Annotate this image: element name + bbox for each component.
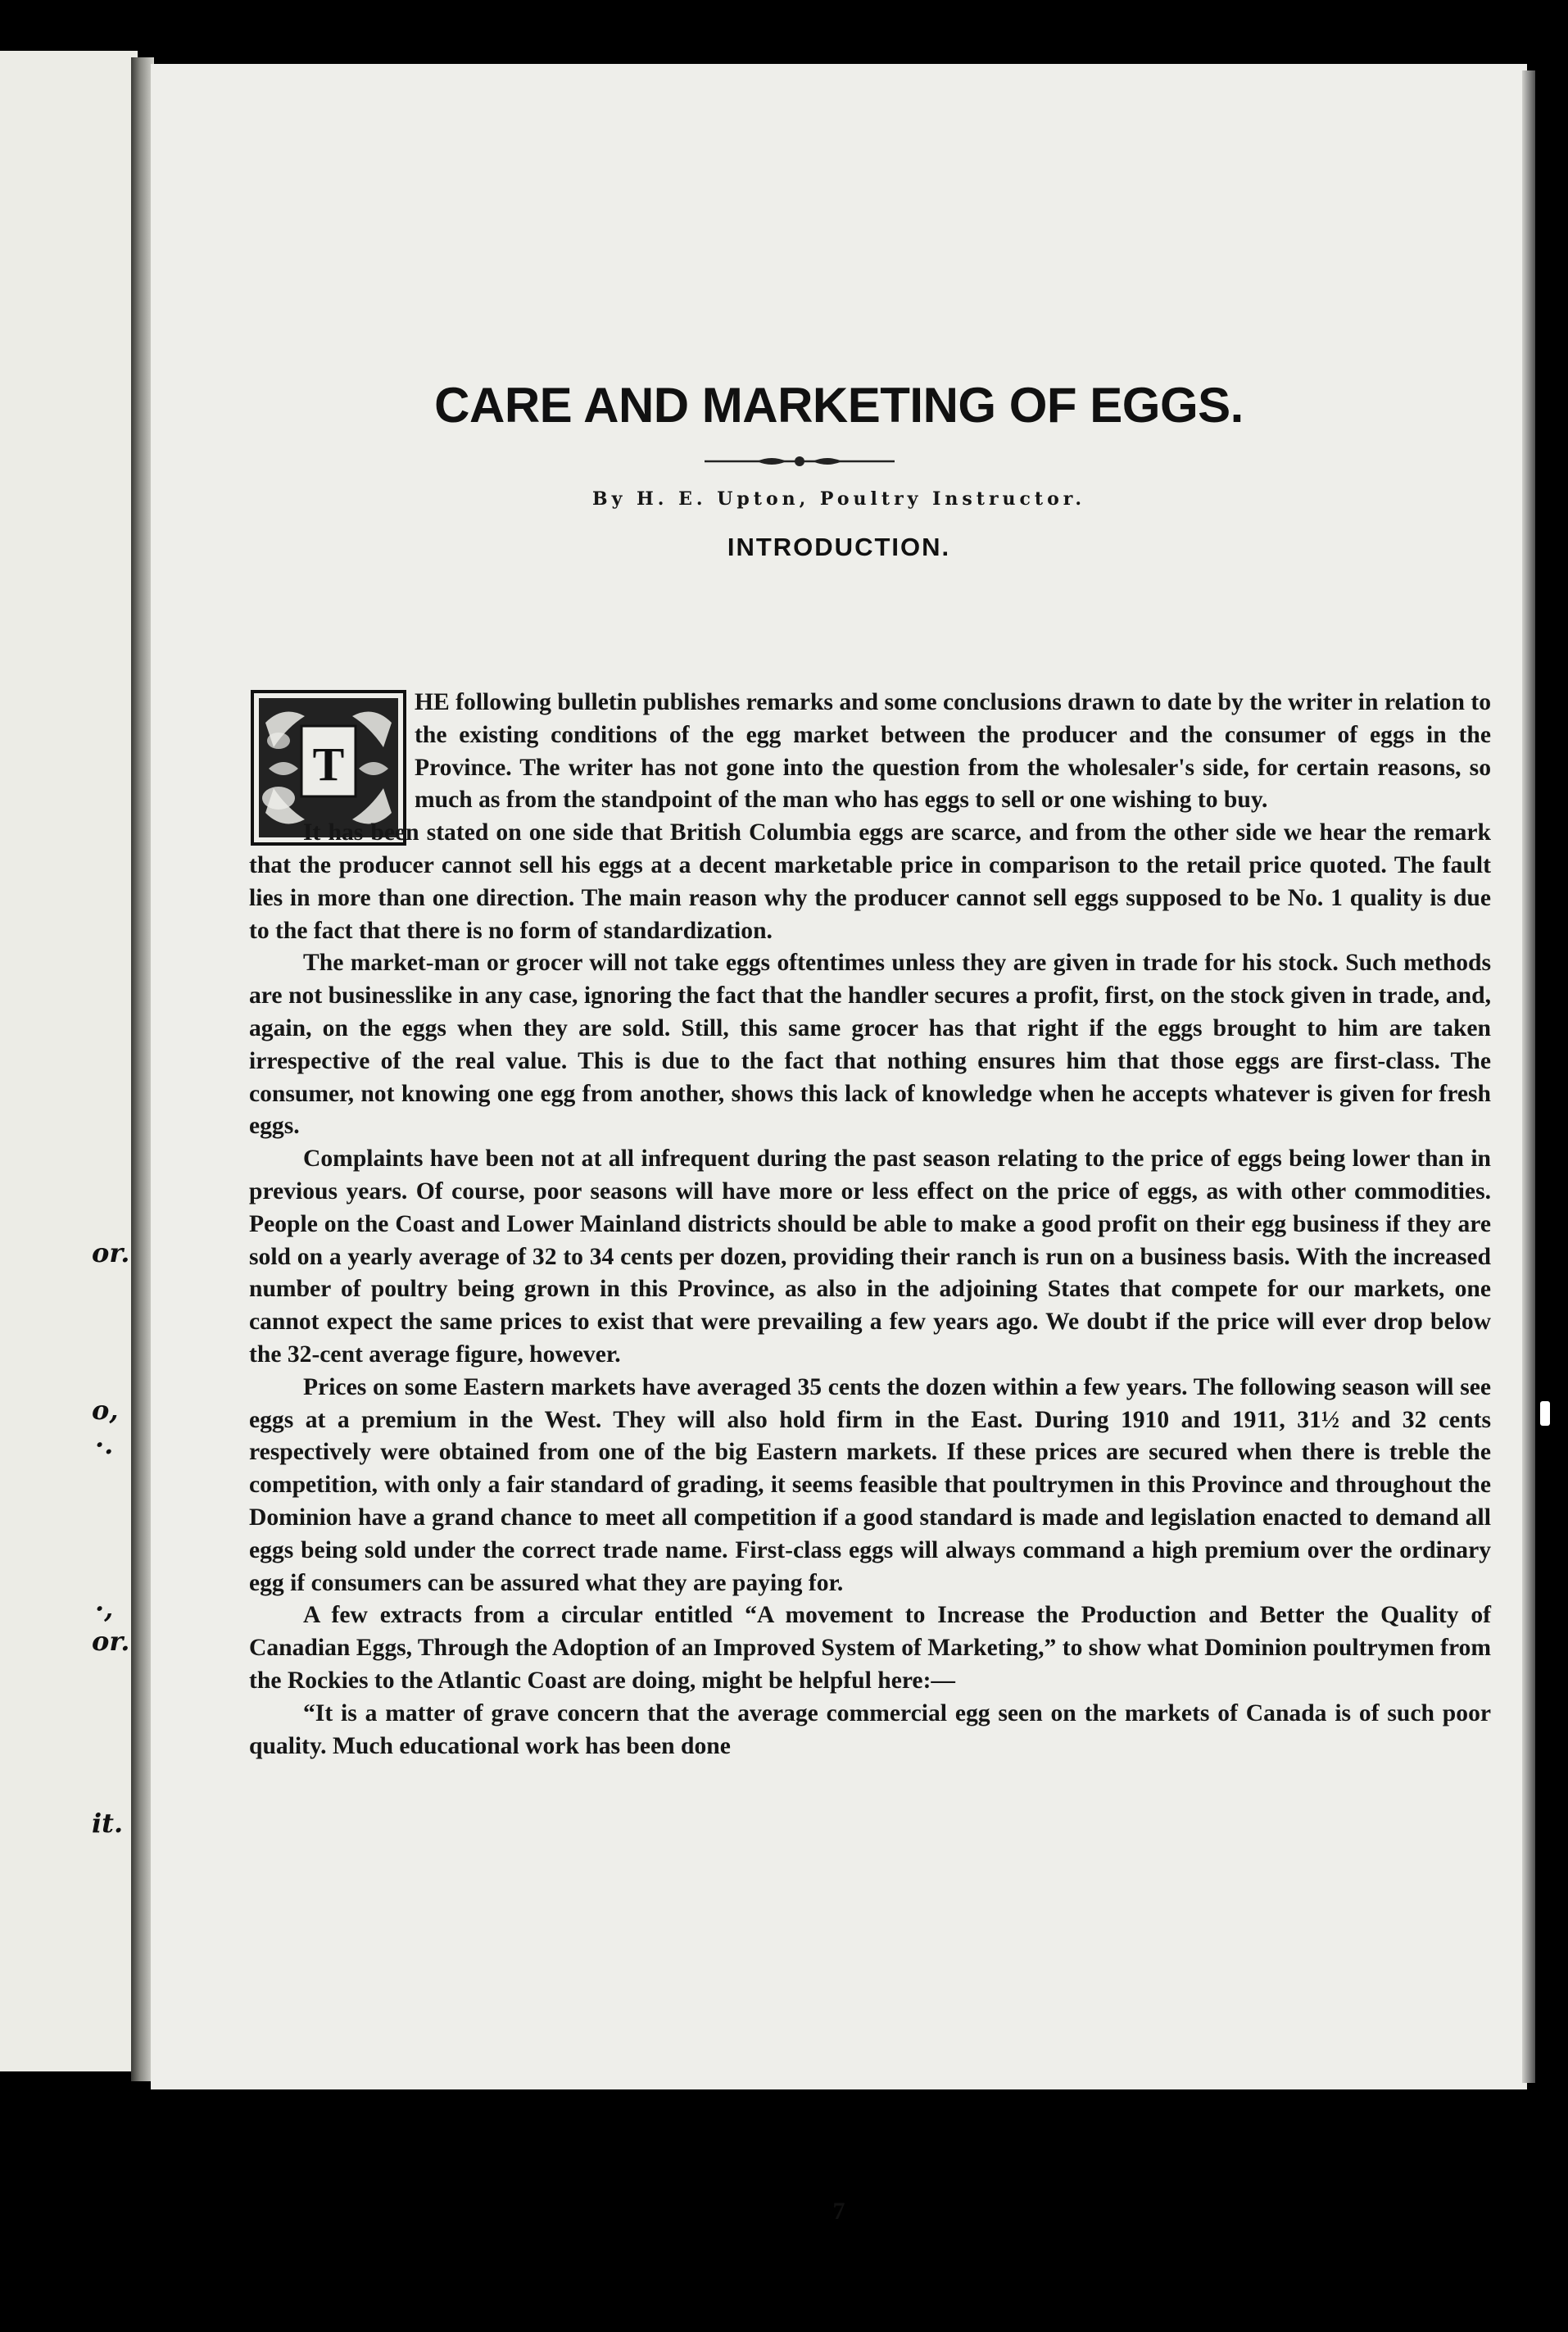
document-title: CARE AND MARKETING OF EGGS. [434, 378, 1244, 433]
paragraph: Prices on some Eastern markets have averaged 35 cents the dozen within a few years. The following season will see eggs at a premium in the West. They will also hold firm in the East. During 1910 and 1911, 31½ and 32 cents respectively were obtained from one of the big Eastern markets. If these prices are secured when there is treble the competition, with only a fair standard of grading, it seems feasible that poultrymen in this Province and throughout the Dominion have a grand chance to meet all competition if a good standard is made and legislation enacted to demand all eggs being sold under the correct trade name. First-class eggs will always command a high premium over the ordinary egg if consumers can be assured what they are paying for. [249, 1373, 1491, 1596]
left-page-fragment: ·, [95, 1593, 114, 1624]
byline: By H. E. Upton, Poultry Instructor. [591, 488, 1085, 510]
left-page-fragment: ·. [95, 1429, 114, 1460]
left-page-fragment: it. [92, 1808, 124, 1839]
ornamental-divider [705, 454, 895, 469]
paragraph: Complaints have been not at all infrequent during the past season relating to the price of eggs being lower than in previous years. Of course, poor seasons will have more or less effect on the price of eggs, as with other commodities. People on the Coast and Lower Mainland districts should be able to make a good profit on their egg business if they are sold on a yearly average of 32 to 34 cents per dozen, providing their ranch is run on a business basis. With the increased number of poultry being grown in this Province, as also in the adjoining States that compete for our markets, one cannot expect the same prices to exist that were prevailing a few years ago. We doubt if the price will ever drop below the 32-cent average figure, however. [249, 1146, 1491, 1368]
left-page-fragment: or. [92, 1626, 130, 1657]
section-heading: INTRODUCTION. [727, 533, 951, 561]
page-right-edge [1522, 70, 1535, 2083]
paragraph: The market-man or grocer will not take eggs oftentimes unless they are given in trade for his stock. Such methods are not businesslike in any case, ignoring the fact that the handler secures a profit, first, on the stock given in trade, and, again, on the eggs when they are sold. Still, this same grocer has that right if the eggs brought to him are taken irrespective of the real value. This is due to the fact that nothing ensures him that those eggs are first-class. The consumer, not knowing one egg from another, shows this lack of knowledge when he accepts whatever is given for fresh eggs. [249, 950, 1491, 1140]
paragraph: “It is a matter of grave concern that the average commercial egg seen on the markets of Canada is of such poor quality. Much educational work has been done [249, 1699, 1491, 1759]
paragraph: HE following bulletin publishes remarks and some conclusions drawn to date by the writer in relation to the existing conditions of the egg market between the producer and the consumer of eggs in the Province. The writer has not gone into the question from the wholesaler's side, for certain reasons, so much as from the standpoint of the man who has eggs to sell or one wishing to buy. [415, 689, 1491, 814]
scan-artifact [1540, 1401, 1550, 1426]
left-page-fragment: or. [92, 1237, 130, 1268]
document-page [151, 64, 1527, 2225]
left-page-margin [0, 51, 138, 2071]
left-page-fragment: o, [92, 1395, 119, 1426]
page-number: 7 [832, 2198, 845, 2225]
drop-cap-letter: T [312, 737, 345, 791]
paragraph: It has been stated on one side that British Columbia eggs are scarce, and from the other side we hear the remark that the producer cannot sell his eggs at a decent marketable price in comparison to the retail price quoted. The fault lies in more than one direction. The main reason why the producer cannot sell eggs supposed to be No. 1 quality is due to the fact that there is no form of standardization. [249, 819, 1491, 944]
paragraph: A few extracts from a circular entitled “A movement to Increase the Production and Better the Quality of Canadian Eggs, Through the Adoption of an Improved System of Marketing,” to show what Dominion poultrymen from the Rockies to the Atlantic Coast are doing, might be helpful here:— [249, 1602, 1491, 1694]
article-body [249, 687, 1491, 1763]
